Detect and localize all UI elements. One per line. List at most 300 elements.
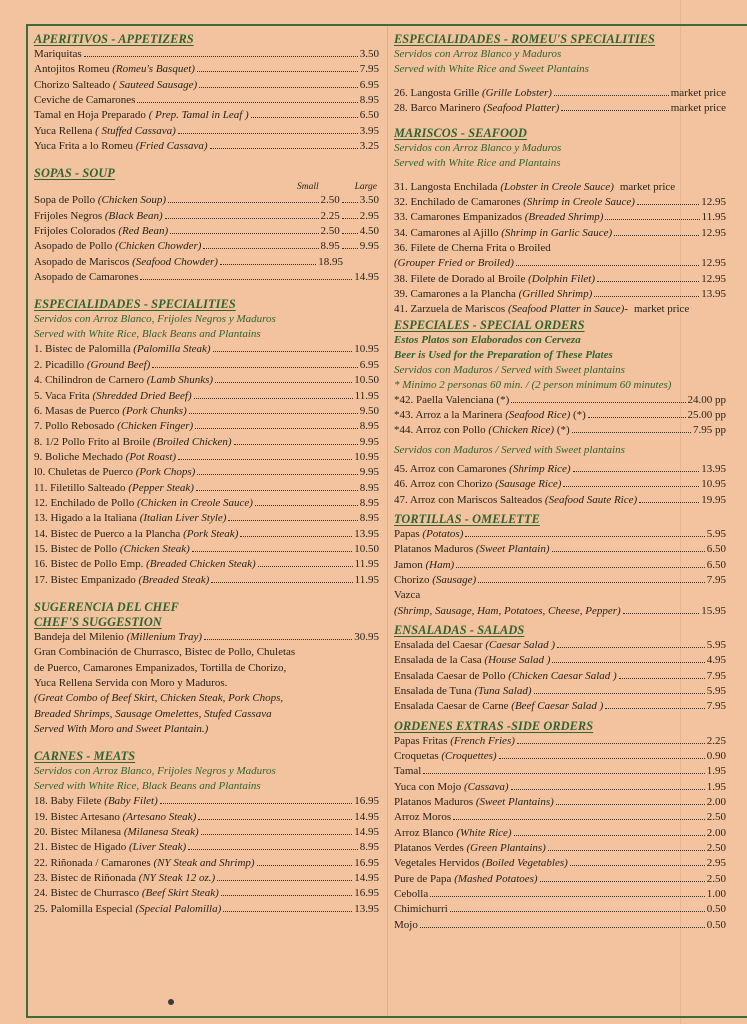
item-name: 9. Boliche Mechado [34,450,123,463]
section-subtitle-served: Servidos con Maduros / Served with Sweet plantains [394,443,625,456]
item-name: Ensalada de Tuna [394,684,472,697]
item-english: (Grilled Shrimp) [518,288,593,301]
item-name: Ensalada Caesar de Pollo [394,669,506,682]
item-name: Yuca con Mojo [394,780,462,793]
item-name: 13. Higado a la Italiana [34,512,137,525]
item-name: Frijoles Colorados [34,225,116,238]
item-name: 31. Langosta Enchilada [394,180,498,193]
item-name: Chorizo Salteado [34,78,111,91]
menu-item [34,255,379,270]
item-price-large: 3.50 [359,194,379,207]
item-english: (Shrimp, Sausage, Ham, Potatoes, Cheese, Pepper) [394,604,621,617]
dot-leader [570,865,705,866]
item-price: 3.50 [359,48,379,60]
dot-leader [223,911,352,912]
dot-leader [170,233,318,234]
menu-item [394,493,726,508]
specialities-list [34,342,379,588]
item-name: Bandeja del Milenio [34,630,124,643]
menu-item [34,62,379,77]
menu-item [394,527,726,542]
item-price: 14.95 [354,872,379,885]
dot-leader [240,536,352,537]
item-name: 19. Bistec Artesano [34,810,120,823]
item-price: 14.95 [354,826,379,839]
meats-section [34,749,379,917]
item-english: ( Stuffed Cassava) [95,124,176,137]
romeu-specialities-section [394,32,726,117]
special-orders-section [394,318,726,508]
item-english: (Chicken Rice) [488,424,555,437]
dot-leader [554,95,669,96]
item-name: 39. Camarones a la Plancha [394,288,516,301]
chef-description-line: Gran Combinación de Churrasco, Bistec de Pollo, Chuletas [34,646,296,659]
section-title: SOPAS - SOUP [34,166,115,181]
menu-item [34,47,379,62]
omelette-list [394,527,726,588]
item-name: Yuca Rellena [34,124,93,137]
dot-leader [215,382,352,383]
menu-item [34,389,379,404]
item-english: (Pepper Steak) [128,481,194,494]
item-price: 13.95 [354,527,379,540]
dot-leader [192,551,352,552]
dot-leader [220,264,316,265]
dot-leader [540,881,705,882]
item-price-large: 14.95 [354,271,379,284]
item-name: Ensalada de la Casa [394,654,482,667]
section-subtitle-en: Served with White Rice and Plantains [394,156,561,169]
item-english: ( Sauteed Sausage) [112,78,198,91]
dot-leader [552,551,705,552]
salads-list [394,638,726,715]
item-price: 8.95 [359,420,379,433]
romeu-list [394,86,726,117]
menu-item [394,573,726,588]
dot-leader [257,865,353,866]
dot-leader [210,148,358,149]
item-name: 28. Barco Marinero [394,102,481,115]
menu-item [394,86,726,101]
item-name: Sopa de Pollo [34,194,96,207]
seafood-list [394,180,726,318]
section-subtitle-es: Servidos con Arroz Blanco, Frijoles Negros y Maduros [34,313,276,326]
item-english: (Cassava) [463,780,509,793]
menu-item [34,886,379,901]
dot-leader [511,402,685,403]
item-name: Frijoles Negros [34,209,103,222]
dot-leader [204,639,352,640]
item-name: Chorizo [394,573,430,586]
item-english: (Shrimp Rice) [509,462,571,475]
item-english: (Chicken Soup) [97,194,166,207]
dot-leader [201,834,353,835]
dot-leader [178,459,352,460]
item-english: (Seafood Platter) [483,102,560,115]
dot-leader [423,773,704,774]
item-english: (Caesar Salad ) [485,638,555,651]
menu-item [394,241,726,256]
item-english: (Italian Liver Style) [139,512,227,525]
item-name: 33. Camarones Empanizados [394,211,522,224]
dot-leader [84,56,358,57]
menu-item [34,224,379,239]
item-english: (Tuna Salad) [474,684,532,697]
menu-item [394,477,726,492]
menu-item [34,527,379,542]
item-price: 6.95 [359,78,379,91]
item-name: 32. Enchilado de Camarones [394,196,521,209]
item-price: 9.95 [359,435,379,448]
appetizers-list [34,47,379,154]
item-price: 8.95 [359,512,379,525]
item-name: 20. Bistec Milanesa [34,826,122,839]
menu-item [394,180,726,195]
item-name: Mojo [394,918,418,931]
item-english: (Chicken Finger) [117,420,194,433]
item-price: 2.50 [706,872,726,885]
dot-leader [137,102,357,103]
item-price-large: 9.95 [359,240,379,253]
dot-leader [342,248,358,249]
minimum-note: * Minimo 2 personas 60 min. / (2 person minimum 60 minutes) [394,378,672,391]
menu-item [34,209,379,224]
item-name: 47. Arroz con Mariscos Salteados [394,493,543,506]
menu-item [394,604,726,619]
section-subtitle-en: Served with White Rice and Sweet Plantains [394,63,589,75]
item-price: 2.50 [706,842,726,855]
item-price: 8.95 [359,496,379,509]
item-name: 22. Riñonada / Camarones [34,856,151,869]
item-name: Arroz Blanco [394,826,454,839]
menu-item [34,124,379,139]
section-title: SUGERENCIA DEL CHEF [34,599,179,614]
menu-item [394,653,726,668]
dot-leader [639,502,699,503]
item-name: 7. Pollo Rebosado [34,420,115,433]
side-orders-section [394,719,726,933]
dot-leader [258,566,353,567]
item-price: 6.95 [359,358,379,371]
section-subtitle-es: Servidos con Arroz Blanco y Maduros [394,48,562,60]
item-name: Vazca [394,589,421,602]
item-name: *42. Paella Valenciana (*) [394,393,510,406]
item-price: 9.95 [359,466,379,479]
item-name: Papas [394,527,420,540]
dot-leader [556,804,705,805]
item-price: 7.95 pp [693,424,726,437]
item-price: 5.95 [706,527,726,540]
item-english: (French Fries) [450,734,515,747]
section-subtitle-served: Servidos con Maduros / Served with Sweet plantains [394,363,625,376]
menu-item [394,302,726,317]
dot-leader [195,428,358,429]
item-name: 41. Zarzuela de Mariscos [394,303,506,316]
dot-leader [203,248,318,249]
menu-item [34,794,379,809]
dot-leader [213,351,353,352]
menu-item [34,342,379,357]
menu-item [394,918,726,933]
item-price: 13.95 [701,462,726,475]
page-border-left [26,24,28,1018]
dot-leader [188,849,358,850]
menu-item [394,101,726,116]
item-english: (Fried Cassava) [135,140,208,153]
item-english: (Seafood Saute Rice) [544,493,638,506]
dot-leader [637,204,699,205]
item-english: (Shrimp in Garlic Sauce) [501,226,613,239]
menu-item [394,749,726,764]
item-price: 8.95 [359,94,379,107]
dot-leader [588,417,686,418]
item-english: (Beef Skirt Steak) [141,887,219,900]
item-english: (Sweet Plantain) [475,543,550,556]
menu-item [34,573,379,588]
menu-item [394,542,726,557]
dot-leader [552,662,704,663]
item-name: *44. Arroz con Pollo [394,424,486,437]
item-price: 24.00 pp [687,393,726,406]
item-name: Mariquitas [34,48,82,60]
item-english: (Black Bean) [104,209,163,222]
item-name: Tamal [394,765,422,778]
dot-leader [517,743,705,744]
dot-leader [255,505,358,506]
item-price: 11.95 [354,573,379,586]
item-price-small: 18.95 [318,255,343,268]
item-price: 19.95 [701,493,726,506]
menu-item [394,408,726,423]
item-price-small: 2.25 [320,209,340,222]
section-subtitle-es: Servidos con Arroz Blanco, Frijoles Negros y Maduros [34,765,276,778]
side-orders-list [394,734,726,933]
item-english: (Milanesa Steak) [123,826,199,839]
item-price: 1.00 [706,888,726,901]
chef-description-line: Yuca Rellena Servida con Moro y Maduros. [34,677,228,689]
item-name: 21. Bistec de Higado [34,841,127,854]
item-price: 2.00 [706,796,726,808]
item-price: 10.50 [354,374,379,387]
item-english: (Seafood Rice) [505,409,571,422]
item-name: 15. Bistec de Pollo [34,542,118,555]
dot-leader [165,218,319,219]
item-price: 30.95 [354,630,379,643]
item-english: (Breaded Chicken Steak) [146,558,256,571]
menu-item [34,511,379,526]
item-price: 6.50 [706,543,726,556]
dot-leader [430,896,705,897]
size-large-label: Large [354,182,377,193]
item-price: 2.95 [706,857,726,870]
dot-leader [614,235,699,236]
item-name: Croquetas [394,749,439,762]
item-name: 16. Bistec de Pollo Emp. [34,558,144,571]
item-english: (Liver Steak) [129,841,187,854]
item-name: l0. Chuletas de Puerco [34,466,133,479]
dot-leader [594,296,699,297]
menu-item [394,195,726,210]
section-title-en: CHEF'S SUGGESTION [34,614,162,629]
item-english: (Lamb Shunks) [146,374,214,387]
item-price: 7.95 [706,573,726,586]
item-price-small: 2.50 [320,194,340,207]
item-english: (Beef Caesar Salad ) [511,700,604,713]
dot-leader [197,474,357,475]
item-name: 18. Baby Filete [34,795,102,808]
menu-item [34,139,379,154]
dot-leader [196,490,358,491]
item-name: 25. Palomilla Especial [34,902,133,915]
dot-leader [234,444,358,445]
dot-leader [605,219,699,220]
dot-leader [453,819,705,820]
item-english: ( Prep. Tamal in Leaf ) [148,109,249,122]
item-english: (Pork Chunks) [122,404,187,417]
item-price: 2.25 [706,734,726,747]
menu-item [394,462,726,477]
menu-item [394,902,726,917]
item-price: 11.95 [354,389,379,402]
section-subtitle-es: Servidos con Arroz Blanco y Maduros [394,141,562,154]
menu-item [34,435,379,450]
item-price-large: 2.95 [359,209,379,222]
item-price-small: 2.50 [320,225,340,238]
menu-item [394,699,726,714]
section-subtitle-en: Served with White Rice, Black Beans and Plantains [34,780,261,793]
dot-leader [511,789,705,790]
item-english: (Boiled Vegetables) [481,857,568,870]
item-price: 16.95 [354,795,379,808]
item-suffix: (*) [554,424,570,437]
section-title: TORTILLAS - OMELETTE [394,511,540,526]
dot-leader [168,202,319,203]
menu-item [34,630,379,645]
item-english: (Broiled Chicken) [152,435,232,448]
menu-item [34,108,379,123]
menu-item [394,210,726,225]
item-english: (Shrimp in Creole Sauce) [523,196,635,209]
dot-leader [178,133,358,134]
menu-item [394,272,726,287]
dot-leader [342,233,358,234]
item-english: (NY Steak 12 oz.) [138,872,216,885]
item-price: 0.90 [706,749,726,762]
item-english: (Croquettes) [441,749,497,762]
section-title: ORDENES EXTRAS -SIDE ORDERS [394,718,594,733]
menu-item [34,856,379,871]
dot-leader [516,265,699,266]
menu-item [34,78,379,93]
menu-item [34,542,379,557]
item-name: Vegetales Hervidos [394,857,480,870]
section-title: ESPECIALES - SPECIAL ORDERS [394,317,585,332]
item-english: (Ground Beef) [86,358,151,371]
dot-leader [619,678,705,679]
dot-leader [478,582,705,583]
item-name: 36. Filete de Cherna Frita o Broiled [394,242,551,255]
dot-leader [342,202,358,203]
menu-item [394,393,726,408]
item-name: *43. Arroz a la Marinera [394,409,503,422]
item-english: (Sausage) [432,573,477,586]
soup-size-header [34,181,379,193]
item-price: 7.95 [706,700,726,713]
item-price: 6.50 [706,558,726,571]
special-orders-list [394,393,726,439]
dot-leader [197,71,358,72]
menu-left-column [34,32,379,917]
menu-right-column [394,32,726,933]
item-name: Pure de Papa [394,872,452,885]
menu-item [34,419,379,434]
menu-item [394,287,726,302]
item-price: market price [634,303,690,316]
item-suffix: (*) [570,409,586,422]
dot-leader [499,758,705,759]
section-subtitle-en: Beer is Used for the Preparation of These Plates [394,348,613,361]
menu-item [34,450,379,465]
appetizers-section [34,32,379,154]
item-price: 12.95 [701,196,726,209]
item-name: 38. Filete de Dorado al Broile [394,272,526,285]
item-english: (Pork Chops) [135,466,196,479]
item-price: 1.95 [706,765,726,778]
dot-leader [563,486,699,487]
item-english: (Sweet Plantains) [475,796,554,808]
item-name: 46. Arroz con Chorizo [394,478,493,491]
menu-item [394,887,726,902]
dot-leader [211,582,352,583]
dot-leader [572,432,691,433]
ink-dot [168,999,174,1005]
menu-item [34,481,379,496]
item-english: (Shredded Dried Beef) [92,389,192,402]
item-name: 1. Bistec de Palomilla [34,343,131,356]
item-english: (Dolphin Filet) [528,272,596,285]
chef-description-line: de Puerco, Camarones Empanizados, Tortilla de Chorizo, [34,661,287,674]
item-english: (Grille Lobster) [481,87,552,99]
item-name: Arroz Moros [394,811,452,824]
item-price: 25.00 pp [687,409,726,422]
menu-item [394,684,726,699]
item-name: Asopado de Pollo [34,240,113,253]
item-english: (White Rice) [456,826,512,839]
seafood-section [394,126,726,318]
section-title: ENSALADAS - SALADS [394,622,525,637]
salads-section [394,623,726,715]
chef-description-en: Breaded Shrimps, Sausage Omelettes, Stufed Cassava [34,707,272,720]
dot-leader [573,471,700,472]
dot-leader [420,927,705,928]
item-name: Chimichurri [394,903,448,916]
menu-item [34,193,379,208]
item-price: 15.95 [701,604,726,617]
item-name: Platanos Maduros [394,796,474,808]
item-price: 10.95 [701,478,726,491]
item-name: Ensalada Caesar de Carne [394,700,509,713]
item-price: 13.95 [354,902,379,915]
dot-leader [534,693,705,694]
item-name: 45. Arroz con Camarones [394,462,507,475]
dot-leader [465,536,704,537]
dot-leader [456,567,705,568]
menu-item [34,239,379,254]
section-title: ESPECIALIDADES - SPECIALITIES [34,297,236,312]
item-price-large: 4.50 [359,225,379,238]
item-price: 8.95 [359,841,379,854]
item-english: (Pork Steak) [183,527,239,540]
